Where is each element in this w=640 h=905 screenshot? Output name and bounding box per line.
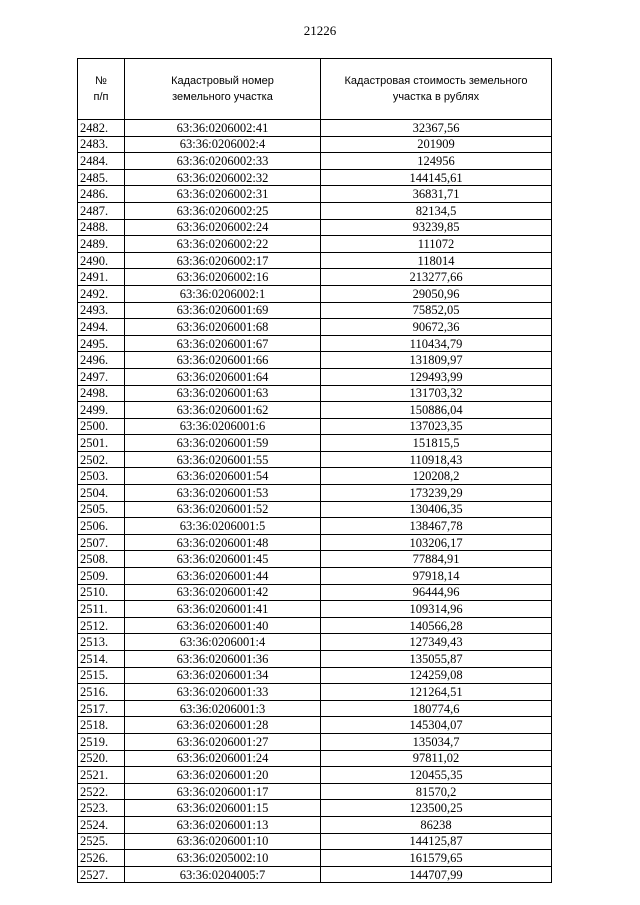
cadastral-value-cell: 150886,04 — [321, 402, 552, 419]
cadastral-value-cell: 86238 — [321, 816, 552, 833]
table-row — [78, 219, 552, 236]
row-number-cell: 2514. — [78, 651, 125, 668]
row-number-cell: 2515. — [78, 667, 125, 684]
row-number-cell: 2487. — [78, 202, 125, 219]
cadastral-number-cell: 63:36:0206001:33 — [125, 684, 321, 701]
cadastral-number-cell: 63:36:0206001:5 — [125, 518, 321, 535]
table-row — [78, 169, 552, 186]
table-row — [78, 319, 552, 336]
cadastral-number-cell: 63:36:0206002:31 — [125, 186, 321, 203]
row-number-cell: 2503. — [78, 468, 125, 485]
cadastral-number-cell: 63:36:0206001:3 — [125, 700, 321, 717]
table-row — [78, 833, 552, 850]
cadastral-number-cell: 63:36:0206001:69 — [125, 302, 321, 319]
table-row — [78, 684, 552, 701]
table-row — [78, 634, 552, 651]
cadastral-number-cell: 63:36:0206001:42 — [125, 584, 321, 601]
cadastral-value-cell: 96444,96 — [321, 584, 552, 601]
table-row — [78, 667, 552, 684]
row-number-cell: 2511. — [78, 601, 125, 618]
table-row — [78, 269, 552, 286]
cadastral-number-cell: 63:36:0206001:44 — [125, 568, 321, 585]
header-value-line2: участка в рублях — [392, 91, 480, 103]
cadastral-number-cell: 63:36:0206001:59 — [125, 435, 321, 452]
cadastral-value-cell: 144125,87 — [321, 833, 552, 850]
cadastral-number-cell: 63:36:0206001:64 — [125, 368, 321, 385]
row-number-cell: 2489. — [78, 236, 125, 253]
row-number-cell: 2507. — [78, 534, 125, 551]
table-row — [78, 136, 552, 153]
table-row — [78, 551, 552, 568]
table-row — [78, 120, 552, 137]
cadastral-value-cell: 124259,08 — [321, 667, 552, 684]
cadastral-number-cell: 63:36:0206001:54 — [125, 468, 321, 485]
cadastral-value-cell: 90672,36 — [321, 319, 552, 336]
cadastral-value-cell: 120208,2 — [321, 468, 552, 485]
cadastral-value-cell: 144707,99 — [321, 866, 552, 883]
table-row — [78, 153, 552, 170]
cadastral-value-cell: 127349,43 — [321, 634, 552, 651]
cadastral-number-cell: 63:36:0206001:62 — [125, 402, 321, 419]
row-number-cell: 2510. — [78, 584, 125, 601]
cadastral-value-cell: 145304,07 — [321, 717, 552, 734]
table-row — [78, 750, 552, 767]
table-row — [78, 568, 552, 585]
cadastral-number-cell: 63:36:0206001:6 — [125, 418, 321, 435]
header-cadastral-value — [321, 59, 552, 120]
header-value-line1: Кадастровая стоимость земельного — [344, 75, 528, 87]
cadastral-value-cell: 123500,25 — [321, 800, 552, 817]
row-number-cell: 2501. — [78, 435, 125, 452]
cadastral-value-cell: 97918,14 — [321, 568, 552, 585]
table-row — [78, 767, 552, 784]
cadastral-number-cell: 63:36:0206001:48 — [125, 534, 321, 551]
cadastral-number-cell: 63:36:0206001:55 — [125, 451, 321, 468]
table-row — [78, 252, 552, 269]
row-number-cell: 2492. — [78, 285, 125, 302]
cadastral-value-cell: 36831,71 — [321, 186, 552, 203]
cadastral-value-cell: 93239,85 — [321, 219, 552, 236]
cadastral-number-cell: 63:36:0206002:41 — [125, 120, 321, 137]
header-number-abbrev: п/п — [93, 91, 109, 103]
row-number-cell: 2508. — [78, 551, 125, 568]
cadastral-number-cell: 63:36:0206001:68 — [125, 319, 321, 336]
row-number-cell: 2497. — [78, 368, 125, 385]
cadastral-number-cell: 63:36:0206002:17 — [125, 252, 321, 269]
cadastral-value-cell: 81570,2 — [321, 783, 552, 800]
table-row — [78, 651, 552, 668]
cadastral-number-cell: 63:36:0206001:40 — [125, 617, 321, 634]
cadastral-value-cell: 161579,65 — [321, 850, 552, 867]
header-cadastral-number — [125, 59, 321, 120]
row-number-cell: 2523. — [78, 800, 125, 817]
cadastral-value-cell: 97811,02 — [321, 750, 552, 767]
cadastral-value-cell: 29050,96 — [321, 285, 552, 302]
table-row — [78, 368, 552, 385]
cadastral-value-cell: 121264,51 — [321, 684, 552, 701]
cadastral-value-cell: 77884,91 — [321, 551, 552, 568]
table-row — [78, 850, 552, 867]
cadastral-number-cell: 63:36:0206001:63 — [125, 385, 321, 402]
table-row — [78, 352, 552, 369]
table-row — [78, 435, 552, 452]
cadastral-number-cell: 63:36:0206001:52 — [125, 501, 321, 518]
cadastral-value-cell: 201909 — [321, 136, 552, 153]
table-row — [78, 800, 552, 817]
table-row — [78, 601, 552, 618]
table-row — [78, 418, 552, 435]
row-number-cell: 2521. — [78, 767, 125, 784]
cadastral-value-cell: 82134,5 — [321, 202, 552, 219]
row-number-cell: 2519. — [78, 733, 125, 750]
table-row — [78, 186, 552, 203]
row-number-cell: 2522. — [78, 783, 125, 800]
row-number-cell: 2505. — [78, 501, 125, 518]
row-number-cell: 2504. — [78, 485, 125, 502]
row-number-cell: 2485. — [78, 169, 125, 186]
table-row — [78, 485, 552, 502]
row-number-cell: 2493. — [78, 302, 125, 319]
cadastral-value-cell: 32367,56 — [321, 120, 552, 137]
row-number-cell: 2482. — [78, 120, 125, 137]
row-number-cell: 2483. — [78, 136, 125, 153]
row-number-cell: 2525. — [78, 833, 125, 850]
cadastral-value-table — [77, 58, 552, 883]
cadastral-value-cell: 110918,43 — [321, 451, 552, 468]
row-number-cell: 2490. — [78, 252, 125, 269]
row-number-cell: 2524. — [78, 816, 125, 833]
row-number-cell: 2509. — [78, 568, 125, 585]
row-number-cell: 2498. — [78, 385, 125, 402]
cadastral-value-cell: 135055,87 — [321, 651, 552, 668]
row-number-cell: 2520. — [78, 750, 125, 767]
table-row — [78, 285, 552, 302]
header-cadastral-line2: земельного участка — [172, 91, 273, 103]
cadastral-number-cell: 63:36:0206001:17 — [125, 783, 321, 800]
cadastral-value-cell: 151815,5 — [321, 435, 552, 452]
header-row — [78, 59, 552, 120]
cadastral-number-cell: 63:36:0206002:22 — [125, 236, 321, 253]
cadastral-value-cell: 131809,97 — [321, 352, 552, 369]
row-number-cell: 2526. — [78, 850, 125, 867]
header-number-sign: № — [95, 75, 107, 87]
cadastral-number-cell: 63:36:0206001:13 — [125, 816, 321, 833]
row-number-cell: 2494. — [78, 319, 125, 336]
row-number-cell: 2496. — [78, 352, 125, 369]
table-row — [78, 302, 552, 319]
cadastral-value-cell: 120455,35 — [321, 767, 552, 784]
cadastral-number-cell: 63:36:0204005:7 — [125, 866, 321, 883]
table-row — [78, 518, 552, 535]
cadastral-number-cell: 63:36:0206001:28 — [125, 717, 321, 734]
cadastral-number-cell: 63:36:0206001:66 — [125, 352, 321, 369]
table-row — [78, 236, 552, 253]
row-number-cell: 2517. — [78, 700, 125, 717]
cadastral-value-cell: 180774,6 — [321, 700, 552, 717]
cadastral-value-cell: 111072 — [321, 236, 552, 253]
cadastral-number-cell: 63:36:0206002:25 — [125, 202, 321, 219]
cadastral-number-cell: 63:36:0206001:27 — [125, 733, 321, 750]
cadastral-number-cell: 63:36:0206002:32 — [125, 169, 321, 186]
table-row — [78, 700, 552, 717]
cadastral-number-cell: 63:36:0206001:4 — [125, 634, 321, 651]
cadastral-number-cell: 63:36:0206001:53 — [125, 485, 321, 502]
cadastral-value-cell: 213277,66 — [321, 269, 552, 286]
table-row — [78, 733, 552, 750]
cadastral-number-cell: 63:36:0206001:34 — [125, 667, 321, 684]
table-row — [78, 202, 552, 219]
cadastral-value-cell: 110434,79 — [321, 335, 552, 352]
cadastral-number-cell: 63:36:0206001:15 — [125, 800, 321, 817]
table-row — [78, 816, 552, 833]
cadastral-value-cell: 138467,78 — [321, 518, 552, 535]
table-row — [78, 385, 552, 402]
row-number-cell: 2486. — [78, 186, 125, 203]
row-number-cell: 2513. — [78, 634, 125, 651]
cadastral-number-cell: 63:36:0205002:10 — [125, 850, 321, 867]
cadastral-value-cell: 135034,7 — [321, 733, 552, 750]
cadastral-number-cell: 63:36:0206001:45 — [125, 551, 321, 568]
cadastral-value-cell: 124956 — [321, 153, 552, 170]
row-number-cell: 2502. — [78, 451, 125, 468]
header-row-number — [78, 59, 125, 120]
row-number-cell: 2495. — [78, 335, 125, 352]
table-row — [78, 584, 552, 601]
cadastral-number-cell: 63:36:0206001:67 — [125, 335, 321, 352]
cadastral-value-cell: 173239,29 — [321, 485, 552, 502]
cadastral-number-cell: 63:36:0206002:24 — [125, 219, 321, 236]
cadastral-value-cell: 131703,32 — [321, 385, 552, 402]
row-number-cell: 2527. — [78, 866, 125, 883]
cadastral-value-cell: 109314,96 — [321, 601, 552, 618]
row-number-cell: 2491. — [78, 269, 125, 286]
header-cadastral-line1: Кадастровый номер — [171, 75, 274, 87]
table-row — [78, 717, 552, 734]
cadastral-number-cell: 63:36:0206001:10 — [125, 833, 321, 850]
cadastral-value-cell: 75852,05 — [321, 302, 552, 319]
row-number-cell: 2516. — [78, 684, 125, 701]
cadastral-value-cell: 137023,35 — [321, 418, 552, 435]
row-number-cell: 2512. — [78, 617, 125, 634]
cadastral-number-cell: 63:36:0206002:1 — [125, 285, 321, 302]
cadastral-value-cell: 144145,61 — [321, 169, 552, 186]
table-row — [78, 783, 552, 800]
cadastral-number-cell: 63:36:0206001:20 — [125, 767, 321, 784]
row-number-cell: 2488. — [78, 219, 125, 236]
table-row — [78, 402, 552, 419]
cadastral-number-cell: 63:36:0206001:24 — [125, 750, 321, 767]
row-number-cell: 2499. — [78, 402, 125, 419]
page-number: 21226 — [303, 23, 337, 38]
table-header — [78, 59, 552, 120]
cadastral-number-cell: 63:36:0206001:41 — [125, 601, 321, 618]
table-row — [78, 501, 552, 518]
table-row — [78, 335, 552, 352]
cadastral-value-cell: 103206,17 — [321, 534, 552, 551]
cadastral-number-cell: 63:36:0206002:33 — [125, 153, 321, 170]
cadastral-value-cell: 118014 — [321, 252, 552, 269]
cadastral-value-cell: 129493,99 — [321, 368, 552, 385]
cadastral-number-cell: 63:36:0206002:4 — [125, 136, 321, 153]
row-number-cell: 2500. — [78, 418, 125, 435]
table-row — [78, 534, 552, 551]
table-row — [78, 468, 552, 485]
table-row — [78, 617, 552, 634]
table-row — [78, 866, 552, 883]
cadastral-number-cell: 63:36:0206001:36 — [125, 651, 321, 668]
row-number-cell: 2484. — [78, 153, 125, 170]
row-number-cell: 2506. — [78, 518, 125, 535]
row-number-cell: 2518. — [78, 717, 125, 734]
table-body — [78, 120, 552, 883]
table-row — [78, 451, 552, 468]
cadastral-value-cell: 140566,28 — [321, 617, 552, 634]
cadastral-number-cell: 63:36:0206002:16 — [125, 269, 321, 286]
cadastral-value-cell: 130406,35 — [321, 501, 552, 518]
